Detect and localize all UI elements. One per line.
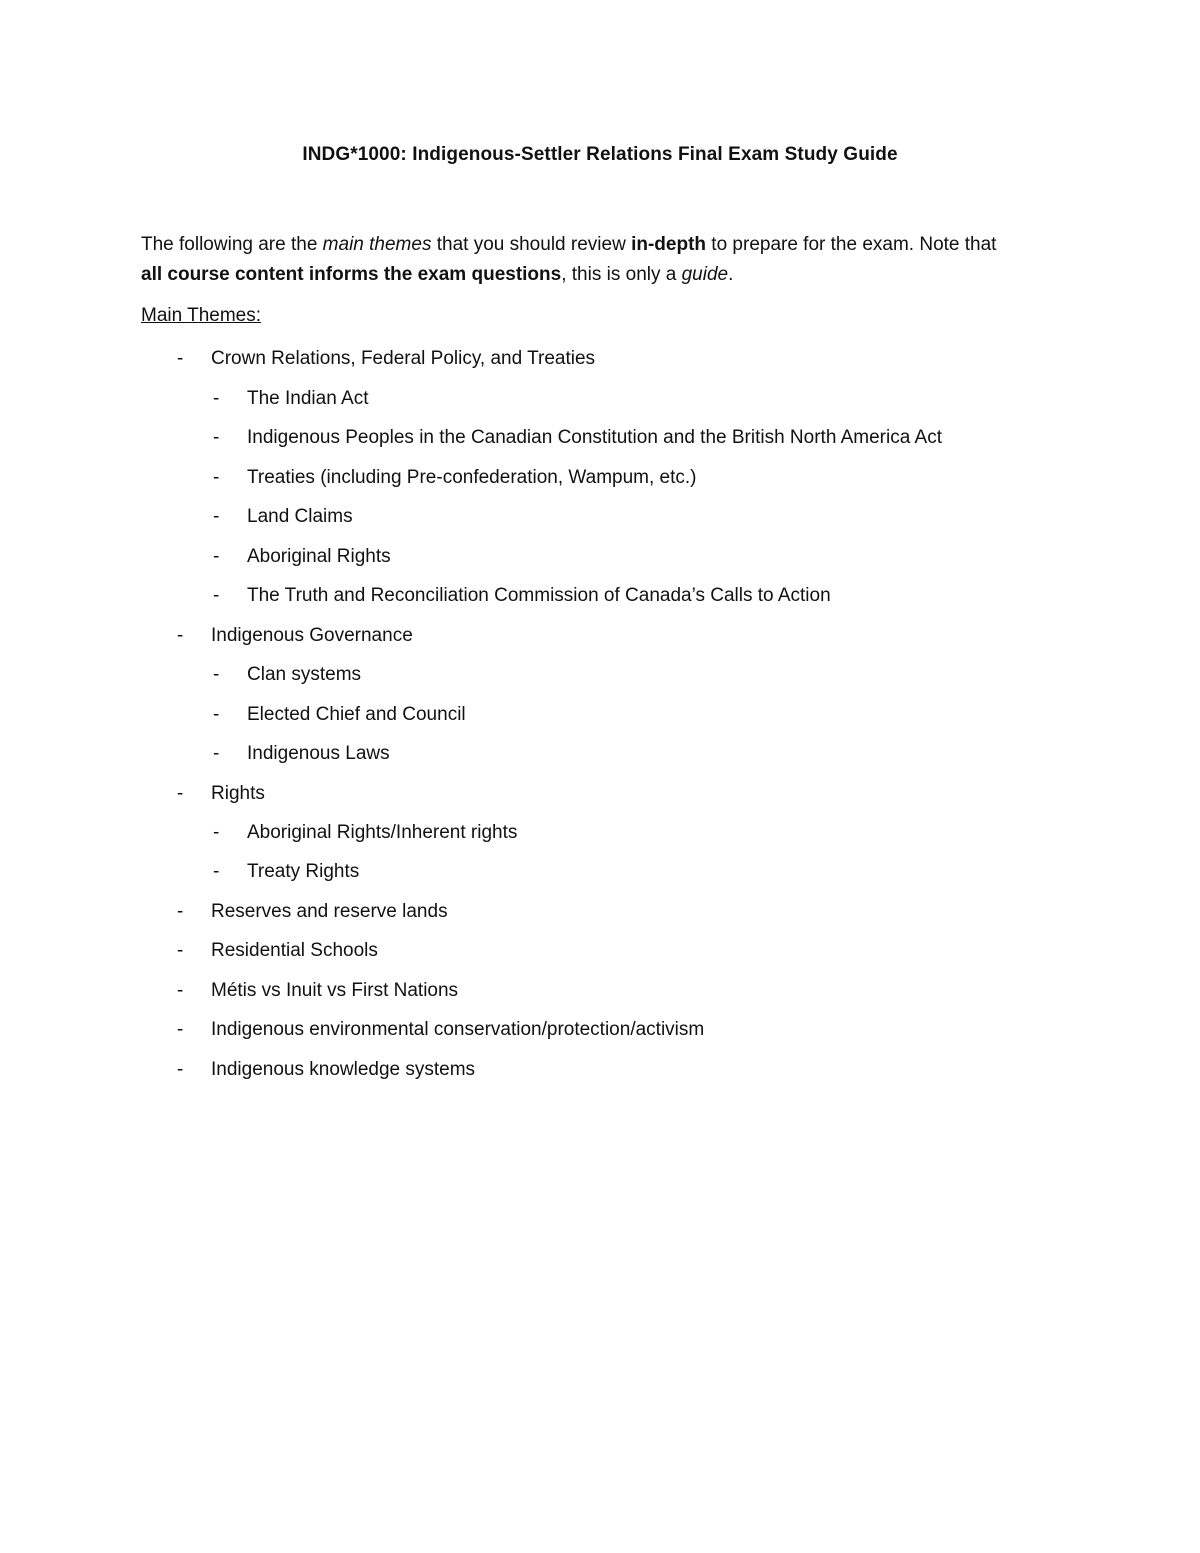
subtheme-item: The Truth and Reconciliation Commission of Canada’s Calls to Action	[247, 585, 831, 606]
theme-item: Métis vs Inuit vs First Nations	[211, 980, 459, 1001]
subtheme-item: Clan systems	[247, 664, 362, 685]
subtheme-item: Aboriginal Rights/Inherent rights	[247, 822, 518, 843]
theme-item: Reserves and reserve lands	[211, 901, 448, 922]
subtheme-item: The Indian Act	[247, 388, 369, 409]
theme-item: Indigenous knowledge systems	[211, 1059, 476, 1080]
bullet-dash: -	[177, 980, 184, 1001]
bullet-dash: -	[213, 664, 220, 685]
theme-item: Indigenous Governance	[211, 625, 413, 646]
theme-item: Indigenous environmental conservation/protection/activism	[211, 1019, 705, 1040]
subtheme-item: Elected Chief and Council	[247, 704, 466, 725]
intro-paragraph	[141, 230, 1061, 290]
bullet-dash: -	[213, 822, 220, 843]
intro-text: , this is only a	[561, 264, 682, 285]
bullet-dash: -	[177, 625, 184, 646]
intro-text: The following are the	[141, 234, 323, 255]
bullet-dash: -	[177, 1019, 184, 1040]
document-title: INDG*1000: Indigenous-Settler Relations Final Exam Study Guide	[302, 144, 898, 165]
bullet-dash: -	[213, 704, 220, 725]
subtheme-item: Treaties (including Pre-confederation, Wampum, etc.)	[247, 467, 697, 488]
subtheme-item: Aboriginal Rights	[247, 546, 391, 567]
bullet-dash: -	[213, 585, 220, 606]
theme-item: Crown Relations, Federal Policy, and Treaties	[211, 348, 596, 369]
bullet-dash: -	[177, 783, 184, 804]
intro-emphasis-all-content: all course content informs the exam questions	[141, 264, 562, 285]
main-themes-heading: Main Themes:	[141, 305, 262, 326]
bullet-dash: -	[213, 743, 220, 764]
theme-item: Rights	[211, 783, 265, 804]
bullet-dash: -	[213, 861, 220, 882]
theme-item: Residential Schools	[211, 940, 378, 961]
intro-text: to prepare for the exam. Note that	[706, 234, 997, 255]
subtheme-item: Indigenous Laws	[247, 743, 390, 764]
bullet-dash: -	[177, 1059, 184, 1080]
bullet-dash: -	[213, 506, 220, 527]
bullet-dash: -	[213, 427, 220, 448]
bullet-dash: -	[177, 901, 184, 922]
bullet-dash: -	[213, 546, 220, 567]
subtheme-item: Indigenous Peoples in the Canadian Constitution and the British North America Act	[247, 427, 942, 448]
bullet-dash: -	[177, 940, 184, 961]
subtheme-item: Treaty Rights	[247, 861, 360, 882]
intro-text: .	[728, 264, 734, 285]
intro-emphasis-guide: guide	[681, 264, 729, 285]
intro-text: that you should review	[431, 234, 632, 255]
bullet-dash: -	[213, 388, 220, 409]
intro-emphasis-in-depth: in-depth	[631, 234, 707, 255]
subtheme-item: Land Claims	[247, 506, 353, 527]
bullet-dash: -	[213, 467, 220, 488]
intro-emphasis-main-themes: main themes	[322, 234, 432, 255]
bullet-dash: -	[177, 348, 184, 369]
